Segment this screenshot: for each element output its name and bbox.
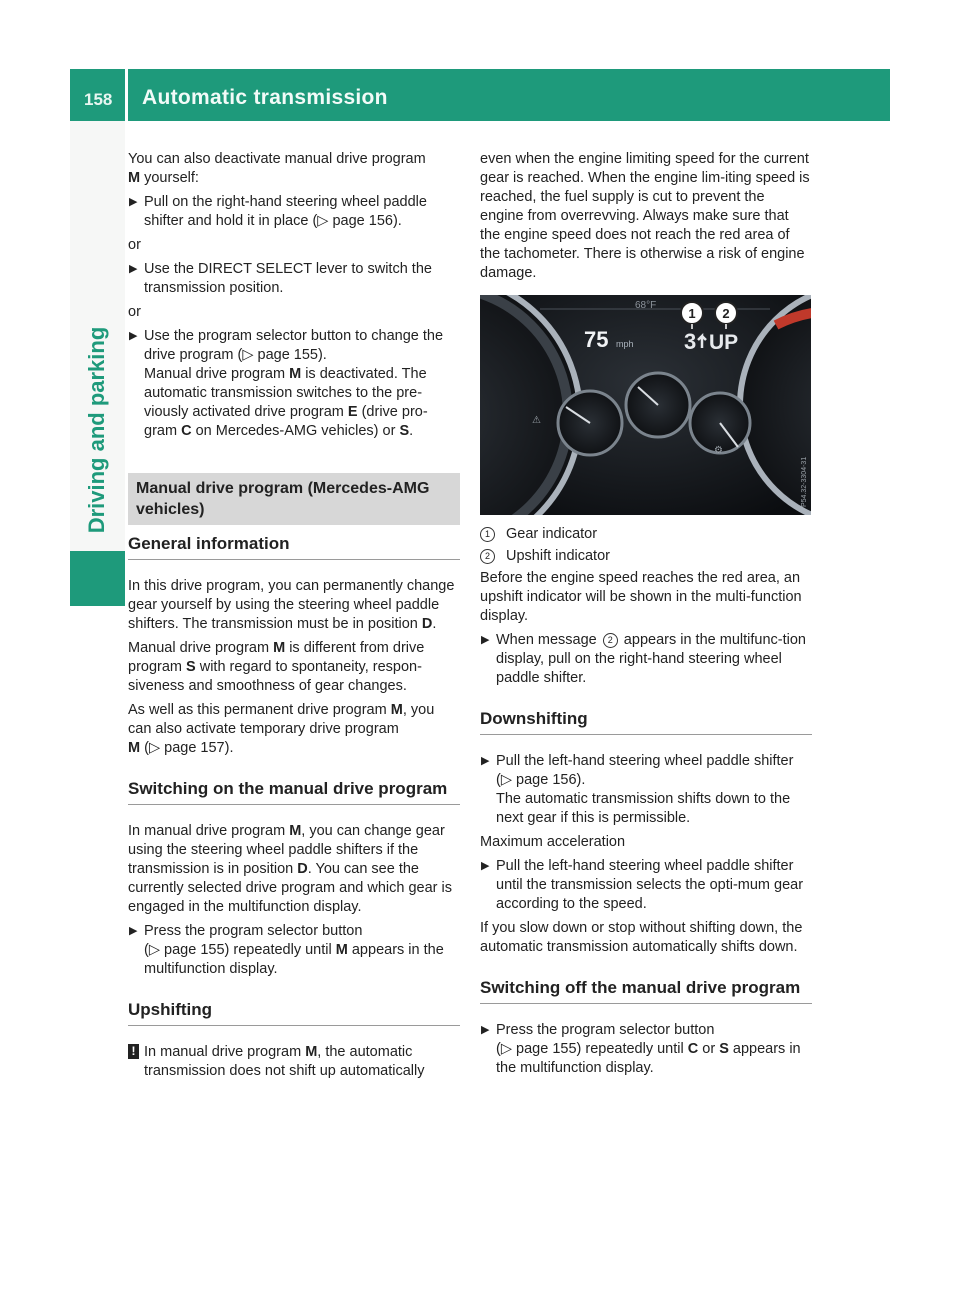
paragraph: even when the engine limiting speed for the current gear is reached. When the engine lim-iting speed is reached, the fuel supply is cut to prevent the engine from overrevving. Always make sure that the engine speed does not reach the red area of the tachometer. There is otherwise a risk of engine damage. [480, 151, 810, 281]
instruction-step: ▶ When message 2 appears in the multifunc-tion display, pull on the right-hand steering wheel paddle shifter. [481, 632, 806, 686]
page-ref-link[interactable]: page 157). [164, 740, 234, 756]
or-text: or [128, 304, 141, 320]
legend-item: 1 Gear indicator [480, 525, 812, 544]
step-arrow-icon: ▶ [481, 1024, 490, 1036]
page-ref-icon: ▷ [317, 213, 329, 229]
page-ref-icon: ▷ [500, 772, 512, 788]
paragraph: As well as this permanent drive program M, you can also activate temporary drive program M (▷ page 157). [128, 702, 435, 756]
step-arrow-icon: ▶ [481, 755, 490, 767]
subheading-general: General information [128, 533, 460, 560]
paragraph: Maximum acceleration [480, 834, 626, 850]
page-title: Automatic transmission [142, 86, 388, 109]
right-column [480, 150, 812, 1083]
intro-paragraph: You can also deactivate manual drive program M yourself: [128, 151, 426, 186]
or-text: or [128, 237, 141, 253]
subheading-upshifting: Upshifting [128, 999, 460, 1026]
side-tab-marker [70, 551, 125, 606]
page-ref-icon: ▷ [242, 347, 254, 363]
paragraph: Before the engine speed reaches the red area, an upshift indicator will be shown in the multi-function display. [480, 570, 802, 624]
instruction-step: ▶ Pull the left-hand steering wheel paddle shifter (▷ page 156). The automatic transmission shifts down to the next gear if this is permissible. [481, 753, 794, 826]
oil-warning-icon: ⚠ [532, 415, 541, 426]
engine-warning-icon: ⚙ [714, 445, 723, 456]
warning-note: ! In manual drive program M, the automatic transmission does not shift up automatically [128, 1043, 460, 1081]
paragraph: In manual drive program M, you can change gear using the steering wheel paddle shifters if the transmission is in position D. You can see the currently selected drive program and which gear is engaged in the multifunction display. [128, 823, 452, 915]
page-number: 158 [84, 90, 113, 109]
side-tab-label: Driving and parking [84, 326, 109, 534]
instruction-step: ▶ Pull on the right-hand steering wheel paddle shifter and hold it in place (▷ page 156). [129, 194, 427, 229]
subheading-switch-off: Switching off the manual drive program [480, 977, 812, 1004]
step-arrow-icon: ▶ [129, 196, 138, 208]
speed-readout: 75 [584, 327, 609, 352]
page-ref-link[interactable]: page 155) repeatedly until [164, 942, 336, 958]
callout-number-icon: 1 [480, 527, 495, 542]
page-ref-link[interactable]: page 156). [516, 772, 586, 788]
page-ref-icon: ▷ [148, 942, 160, 958]
header-bar [70, 69, 890, 121]
upshift-indicator: UP [709, 331, 739, 354]
paragraph: In this drive program, you can permanently change gear yourself by using the steering wheel paddle shifters. The transmission must be in position D. [128, 578, 455, 632]
gear-indicator: 3 [684, 329, 697, 354]
page-ref-link[interactable]: page 155). [257, 347, 327, 363]
header-divider [125, 69, 128, 121]
page-ref-link[interactable]: page 155) repeatedly until [516, 1041, 688, 1057]
instruction-step: ▶ Use the DIRECT SELECT lever to switch the transmission position. [129, 261, 432, 296]
speed-unit: mph [616, 339, 634, 349]
subheading-switch-on: Switching on the manual drive program [128, 778, 460, 805]
subheading-downshifting: Downshifting [480, 708, 812, 735]
legend-item: 2 Upshift indicator [480, 547, 812, 566]
callout-number-icon: 2 [603, 633, 618, 648]
instruction-step: ▶ Pull the left-hand steering wheel paddle shifter until the transmission selects the opti-mum gear according to the speed. [481, 858, 804, 912]
callout-number-icon: 2 [480, 549, 495, 564]
page-ref-icon: ▷ [148, 740, 161, 756]
step-arrow-icon: ▶ [481, 860, 490, 872]
step-arrow-icon: ▶ [481, 634, 490, 646]
instruction-step: ▶ Use the program selector button to change the drive program (▷ page 155). Manual drive program M is deactivated. The automatic transmission switches to the pre-viously activated drive program E (drive pro-gram C on Mercedes-AMG vehicles) or S. [129, 328, 444, 439]
svg-text:2: 2 [722, 306, 730, 321]
paragraph: Manual drive program M is different from drive program S with regard to spontaneity, respon-siveness and smoothness of gear changes. [128, 640, 425, 694]
left-column [128, 150, 460, 1081]
temperature-readout: 68°F [635, 300, 657, 311]
svg-text:1: 1 [688, 306, 696, 321]
step-arrow-icon: ▶ [129, 925, 138, 937]
page-ref-link[interactable]: page 156). [332, 213, 402, 229]
instruction-step: ▶ Press the program selector button (▷ page 155) repeatedly until C or S appears in the multifunction display. [481, 1022, 801, 1076]
instrument-cluster-figure [480, 295, 811, 515]
instruction-step: ▶ Press the program selector button (▷ page 155) repeatedly until M appears in the multifunction display. [129, 923, 444, 977]
step-arrow-icon: ▶ [129, 330, 138, 342]
warning-icon: ! [128, 1044, 139, 1059]
figure-code: P54.32-3304-31 [801, 456, 808, 507]
section-heading: Manual drive program (Mercedes-AMG vehicles) [128, 473, 460, 525]
page-ref-icon: ▷ [500, 1041, 512, 1057]
step-arrow-icon: ▶ [129, 263, 138, 275]
paragraph: If you slow down or stop without shifting down, the automatic transmission automatically shifts down. [480, 920, 803, 955]
